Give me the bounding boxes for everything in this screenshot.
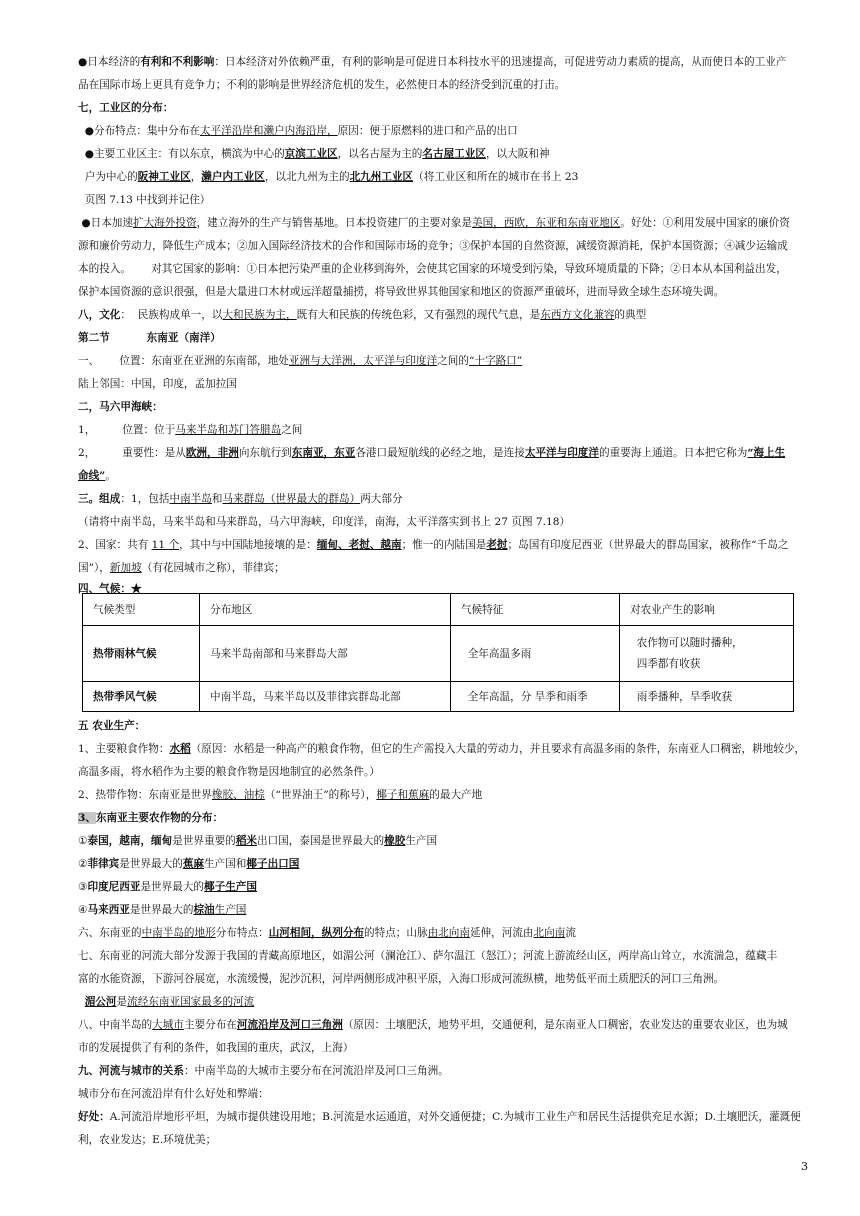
text-line [78, 216, 808, 230]
climate-table [82, 593, 794, 712]
text-segment: 延伸，河流由 [469, 927, 534, 939]
text-segment: 和 [211, 493, 223, 505]
text-segment: 11 个 [151, 539, 180, 551]
text-line [78, 101, 808, 115]
table-row [83, 626, 794, 682]
text-segment: 一、 位置：东南亚在亚洲的东南部，地处 [78, 355, 289, 367]
text-segment: 高温多雨，将水稻作为主要的粮食作物是因地制宜的必然条件。） [78, 766, 380, 778]
text-segment: 源和廉价劳动力，降低生产成本；②加入国际经济技术的合作和国际市场的竞争；③保护本国的自然资源，减缓资源消耗，保护本国资源；④减少运输成 [78, 240, 788, 252]
text-line [78, 170, 808, 184]
text-line [78, 1110, 808, 1124]
text-segment: 生产国 [405, 835, 438, 847]
text-segment: 稻米 [235, 835, 257, 847]
text-line [78, 1064, 808, 1078]
text-segment: 椰子出口国 [246, 858, 300, 870]
text-segment: 3、 [78, 812, 96, 824]
text-segment: ●主要工业区主：有以东京，横滨为中心的 [78, 148, 285, 160]
text-line [78, 515, 808, 529]
text-segment: “十字路口” [468, 355, 523, 367]
text-segment: 印度尼西亚 [87, 881, 141, 893]
text-segment: 陆上邻国：中国，印度，孟加拉国 [78, 378, 237, 390]
text-line [78, 55, 808, 69]
text-line [78, 78, 808, 92]
text-segment: 向东航行到 [238, 447, 292, 459]
text-segment: 。 [105, 470, 116, 482]
text-segment: 主要分布在 [183, 1019, 237, 1031]
text-segment: 生产国 [214, 904, 247, 916]
text-segment: 好处： [78, 1111, 110, 1123]
text-segment: 页图 7.13 中找到并记住） [78, 194, 211, 206]
text-segment: 八、中南半岛的 [78, 1019, 153, 1031]
text-segment: 第二节 东南亚（南洋） [78, 332, 221, 344]
text-line [78, 1041, 808, 1055]
text-segment: 既有大和民族的传统色彩，又有强烈的现代气息，是 [296, 309, 541, 321]
text-segment: 美国，西欧，东亚和东南亚地区 [472, 217, 621, 229]
table-cell-type: 热带雨林气候 [83, 626, 200, 682]
text-segment: 老挝 [486, 539, 508, 551]
text-line [78, 193, 808, 207]
text-line [78, 857, 808, 871]
text-segment: 椰子和蕉麻 [376, 789, 430, 801]
text-segment: ，以北九州为主的 [264, 171, 350, 183]
text-segment: 太平洋沿岸和濑户内海沿岸， [199, 125, 338, 137]
text-line [78, 262, 808, 276]
text-segment: （“世界油王”的称号）， [264, 789, 377, 801]
text-segment: 三。组成 [78, 493, 121, 505]
text-segment: 品在国际市场上更具有竞争力；不利的影响是世界经济危机的发生，必然使日本的经济受到沉重的打击。 [78, 79, 566, 91]
text-segment: ●日本经济的 [78, 56, 141, 68]
text-segment: 河流沿岸及河口三角洲 [236, 1019, 343, 1031]
text-segment: 棕油 [193, 904, 215, 916]
text-segment: 本的投入。 对其它国家的影响：①日本把污染严重的企业移到海外，会使其它国家的环境受到污染，导致环境质量的下降；②日本从本国利益出发， [78, 263, 787, 275]
text-segment: 。好处：①利用发展中国家的廉价资 [620, 217, 790, 229]
text-segment: 之间的 [437, 355, 469, 367]
text-segment: 中南半岛的地形 [141, 927, 216, 939]
table-cell-feature: 全年高温，分 旱季和雨季 [451, 682, 620, 712]
text-segment: ●分布特点：集中分布在 [78, 125, 200, 137]
text-segment: 新加坡 [109, 562, 142, 574]
text-segment: 大和民族为主， [222, 309, 297, 321]
text-segment: 北向南 [533, 927, 566, 939]
text-segment: 两大部分 [360, 493, 403, 505]
text-segment: 是世界最大的 [140, 881, 205, 893]
text-line [78, 811, 808, 825]
text-segment: 2， 重要性：是从 [78, 447, 186, 459]
table-header-cell: 气候类型 [83, 594, 200, 626]
text-segment: ③ [78, 881, 88, 893]
text-line [78, 995, 808, 1009]
text-line [78, 949, 808, 963]
text-segment: 的重要海上通道。日本把它称为 [599, 447, 748, 459]
table-cell-type: 热带季风气候 [83, 682, 200, 712]
text-line [78, 354, 808, 368]
text-segment: 泰国，越南，缅甸 [87, 835, 173, 847]
text-segment: ： 民族构成单一，以 [120, 309, 223, 321]
text-line [78, 377, 808, 391]
table-cell-feature: 全年高温多雨 [451, 626, 620, 682]
text-line [78, 1087, 808, 1101]
text-line [78, 423, 808, 437]
text-segment: （将工业区和所在的城市在书上 23 [413, 171, 579, 183]
page-number: 3 [801, 1160, 808, 1173]
text-segment: ，以名古屋为主的 [337, 148, 423, 160]
text-segment: 缅甸、老挝、越南 [316, 539, 402, 551]
table-cell-area: 中南半岛，马来半岛以及菲律宾群岛北部 [200, 682, 451, 712]
text-segment: 分布特点： [215, 927, 269, 939]
text-segment: （请将中南半岛，马来半岛和马来群岛，马六甲海峡，印度洋，南海，太平洋落实到书上 27 页图 7.18） [78, 516, 571, 528]
text-segment: 濑户内工业区 [201, 171, 265, 183]
text-segment: 六、东南亚的 [78, 927, 142, 939]
text-segment: （原因：土壤肥沃，地势平坦，交通便利，是东南亚人口稠密，农业发达的重要农业区，也为城 [342, 1019, 788, 1031]
text-segment: 各港口最短航线的必经之地，是连接 [355, 447, 525, 459]
text-segment: “海上生 [747, 447, 786, 459]
table-header-cell: 分布地区 [200, 594, 451, 626]
text-segment: 七、东南亚的河流大部分发源于我国的青藏高原地区，如湄公河（澜沧江）、萨尔温江（怒江）；河流上游流经山区，两岸高山耸立，水流湍急，蕴藏丰 [78, 950, 778, 962]
text-segment: 橡胶 [384, 835, 406, 847]
text-segment: 城市分布在河流沿岸有什么好处和弊端： [78, 1088, 269, 1100]
text-segment: 之间 [281, 424, 303, 436]
text-segment: ① [78, 835, 88, 847]
text-segment: 利，农业发达；E.环境优美； [78, 1134, 217, 1146]
text-segment: 山河相间，纵列分布 [268, 927, 365, 939]
text-line [78, 834, 808, 848]
text-segment: （有花园城市之称），菲律宾； [141, 562, 285, 574]
text-line [78, 742, 808, 756]
text-segment: 名古屋工业区 [422, 148, 486, 160]
table-header-cell: 气候特征 [451, 594, 620, 626]
text-segment: 湄公河 [84, 996, 117, 1008]
text-segment: 扩大海外投资 [133, 217, 197, 229]
text-line [78, 903, 808, 917]
table-cell-effect: 农作物可以随时播种， 四季都有收获 [620, 626, 794, 682]
text-line [78, 492, 808, 506]
text-line [78, 285, 808, 299]
text-segment: 马来半岛和苏门答腊岛 [175, 424, 282, 436]
text-segment: ，建立海外的生产与销售基地。日本投资建厂的主要对象是 [196, 217, 472, 229]
text-segment: 阪神工业区 [137, 171, 191, 183]
text-segment: 户为中心的 [78, 171, 138, 183]
table-row [83, 682, 794, 712]
text-segment: 九、河流与城市的关系 [78, 1065, 184, 1077]
text-line [78, 926, 808, 940]
text-segment: 流 [565, 927, 576, 939]
text-segment: ：中南半岛的大城市主要分布在河流沿岸及河口三角洲。 [183, 1065, 449, 1077]
text-segment: 1， 位置：位于 [78, 424, 176, 436]
text-line [78, 538, 808, 552]
text-segment: （原因：水稻是一种高产的粮食作物，但它的生产需投入大量的劳动力，并且要求有高温多雨的条件，东南亚人口稠密，耕地较少， [190, 743, 806, 755]
text-line [78, 1133, 808, 1147]
text-segment: ；岛国有印度尼西亚（世界最大的群岛国家， [507, 539, 720, 551]
text-segment: 四、气候：★ [78, 583, 142, 595]
text-segment: 富的水能资源，下游河谷展宽，水流缓慢，泥沙沉积，河岸两侧形成冲积平原，入海口形成河流纵横，地势低平而土质肥沃的河口三角洲。 [78, 973, 725, 985]
text-segment: 马来西亚 [87, 904, 130, 916]
text-line [78, 446, 808, 460]
text-segment: 东南亚主要农作物的分布： [95, 812, 224, 824]
text-segment: ④ [78, 904, 88, 916]
text-segment: 是世界重要的 [172, 835, 236, 847]
text-segment: 有利和不利影响 [140, 56, 215, 68]
text-segment: ，其中与中国陆地接壤的是： [179, 539, 317, 551]
text-segment: 命线” [78, 470, 106, 482]
text-segment: 的典型 [614, 309, 647, 321]
text-segment: 七，工业区的分布： [78, 102, 174, 114]
text-segment: 椰子生产国 [204, 881, 257, 893]
text-segment: 市的发展提供了有利的条件，如我国的重庆，武汉，上海） [78, 1042, 354, 1054]
text-line [78, 880, 808, 894]
text-segment: ，以大阪和神 [485, 148, 550, 160]
text-line [78, 765, 808, 779]
text-segment: 二，马六甲海峡： [78, 401, 163, 413]
text-segment: ●日本加速 [78, 217, 133, 229]
text-line [78, 469, 808, 483]
text-segment: ② [78, 858, 88, 870]
text-segment: 是世界最大的 [119, 858, 183, 870]
text-segment: ：1，包括 [120, 493, 170, 505]
text-segment: 东南亚，东亚 [291, 447, 356, 459]
table-header-row [83, 594, 794, 626]
text-segment: 2、热带作物：东南亚是世界 [78, 789, 212, 801]
text-segment: 橡胶、油棕 [211, 789, 265, 801]
text-segment: 五 农业生产： [78, 720, 146, 732]
text-segment: 马来群岛（世界最大的群岛） [222, 493, 361, 505]
table-header-cell: 对农业产生的影响 [620, 594, 794, 626]
text-line [78, 972, 808, 986]
text-segment: 蕉麻 [182, 858, 205, 870]
text-line [78, 331, 808, 345]
text-segment: 被称作“千岛之 [719, 539, 789, 551]
text-line [78, 239, 808, 253]
table-cell-effect: 雨季播种，旱季收获 [620, 682, 794, 712]
text-segment: ；惟一的内陆国是 [401, 539, 487, 551]
text-line [78, 1018, 808, 1032]
text-segment: 中南半岛 [169, 493, 212, 505]
text-segment: 原因：便于原燃料的进口和产品的出口 [337, 125, 518, 137]
text-segment: 大城市 [152, 1019, 184, 1031]
text-segment: 亚洲与大洋洲，太平洋与印度洋 [288, 355, 438, 367]
text-segment: 生产国和 [204, 858, 247, 870]
text-segment: 东西方文化兼容 [540, 309, 615, 321]
text-segment: 由北向南 [427, 927, 470, 939]
text-line [78, 719, 808, 733]
text-segment: 水稻 [169, 743, 191, 755]
text-segment: 北九州工业区 [349, 171, 414, 183]
text-segment: 2、国家：共有 [78, 539, 152, 551]
text-segment: 出口国，泰国是世界最大的 [257, 835, 385, 847]
text-segment: ， [190, 171, 202, 183]
text-segment: A.河流沿岸地形平坦，为城市提供建设用地；B.河流是水运通道，对外交通便捷；C.为城市工业生产和居民生活提供充足水源；D.土壤肥沃，灌溉便 [109, 1111, 801, 1123]
text-segment: 的特点；山脉 [364, 927, 428, 939]
text-segment: 欧洲，非洲 [185, 447, 239, 459]
text-line [78, 788, 808, 802]
text-segment: 流经东南亚国家最多的河流 [127, 996, 255, 1008]
text-segment: 国”）， [78, 562, 110, 574]
text-segment: 是 [116, 996, 128, 1008]
text-segment: 1、主要粮食作物： [78, 743, 170, 755]
text-segment [78, 996, 85, 1008]
text-line [78, 124, 808, 138]
text-line [78, 147, 808, 161]
text-line [78, 400, 808, 414]
table-cell-area: 马来半岛南部和马来群岛大部 [200, 626, 451, 682]
text-segment: 的最大产地 [429, 789, 483, 801]
text-segment: 菲律宾 [87, 858, 120, 870]
text-line [78, 308, 808, 322]
text-segment: ：日本经济对外依赖严重，有利的影响是可促进日本科技水平的迅速提高，可促进劳动力素质的提高，从而使日本的工业产 [214, 56, 787, 68]
text-segment: 太平洋与印度洋 [524, 447, 599, 459]
text-segment: 保护本国资源的意识很强，但是大量进口木材或远洋超量捕捞，将导致世界其他国家和地区的资源严重破坏，进而导致全球生态环境失调。 [78, 286, 725, 298]
text-segment: 京滨工业区 [284, 148, 338, 160]
text-segment: 是世界最大的 [129, 904, 194, 916]
text-segment: 八，文化 [78, 309, 121, 321]
text-line [78, 561, 808, 575]
